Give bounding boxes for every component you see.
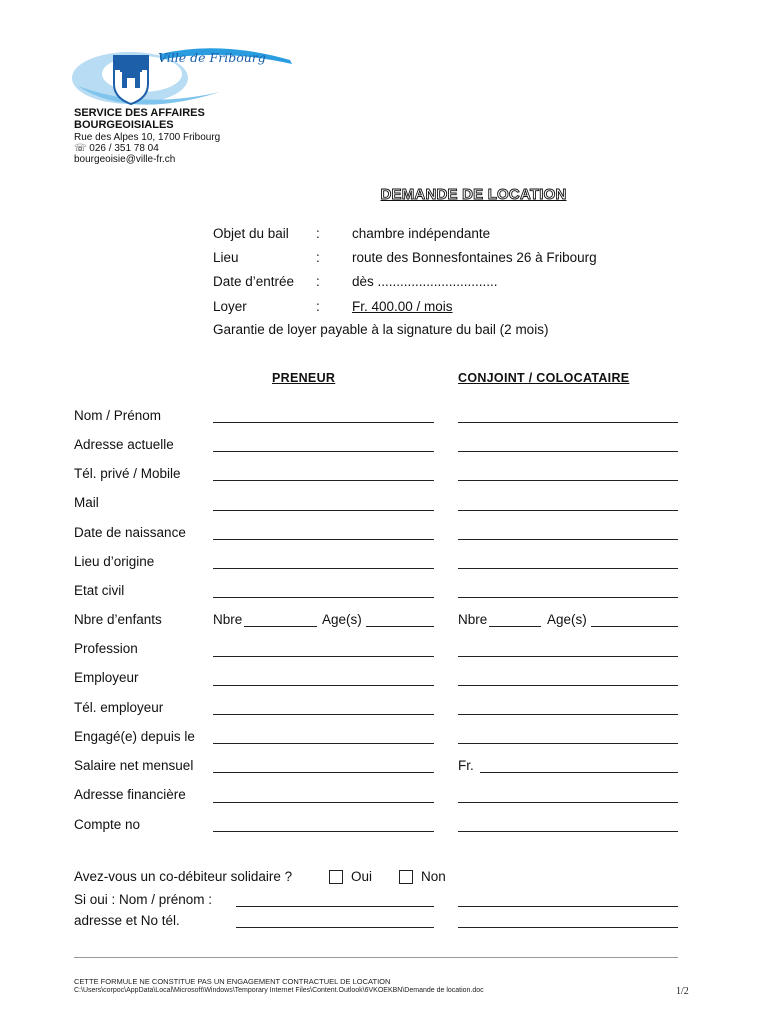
codebtor-name-line[interactable] — [236, 906, 434, 907]
offer-value-date: dès ................................ — [352, 274, 498, 289]
conjoint-adresse-line[interactable] — [458, 451, 678, 452]
conjoint-tel-line[interactable] — [458, 480, 678, 481]
conjoint-tel-employeur-line[interactable] — [458, 714, 678, 715]
preneur-adresse-line[interactable] — [213, 451, 434, 452]
preneur-nbre-line[interactable] — [244, 626, 317, 627]
field-label-compte: Compte no — [74, 817, 141, 832]
conjoint-profession-line[interactable] — [458, 656, 678, 657]
preneur-naissance-line[interactable] — [213, 539, 434, 540]
codebtor-question: Avez-vous un co-débiteur solidaire ? — [74, 869, 293, 884]
preneur-ages-label: Age(s) — [322, 612, 362, 627]
document-title: DEMANDE DE LOCATION — [380, 186, 567, 203]
fribourg-shield-icon — [114, 56, 148, 104]
non-checkbox[interactable] — [399, 870, 413, 884]
conjoint-salaire-line[interactable] — [480, 772, 678, 773]
preneur-engage-line[interactable] — [213, 743, 434, 744]
offer-label-loyer: Loyer — [213, 299, 247, 314]
field-label-naissance: Date de naissance — [74, 525, 186, 540]
preneur-tel-line[interactable] — [213, 480, 434, 481]
footer-rule — [74, 957, 678, 958]
conjoint-compte-line[interactable] — [458, 831, 678, 832]
logo-text: Ville de Fribourg — [158, 50, 266, 65]
guarantee-note: Garantie de loyer payable à la signature du bail (2 mois) — [213, 322, 549, 337]
page-number: 1/2 — [676, 986, 689, 997]
column-header-preneur: PRENEUR — [272, 371, 336, 385]
field-label-origine: Lieu d’origine — [74, 554, 155, 569]
preneur-profession-line[interactable] — [213, 656, 434, 657]
conjoint-engage-line[interactable] — [458, 743, 678, 744]
field-label-adresse: Adresse actuelle — [74, 437, 174, 452]
preneur-mail-line[interactable] — [213, 510, 434, 511]
codebtor-address-line-2[interactable] — [458, 927, 678, 928]
codebtor-address-label: adresse et No tél. — [74, 913, 180, 928]
preneur-nom-line[interactable] — [213, 422, 434, 423]
conjoint-etat-civil-line[interactable] — [458, 597, 678, 598]
preneur-ages-line[interactable] — [366, 626, 434, 627]
offer-label-objet: Objet du bail — [213, 226, 289, 241]
conjoint-mail-line[interactable] — [458, 510, 678, 511]
offer-value-lieu: route des Bonnesfontaines 26 à Fribourg — [352, 250, 597, 265]
offer-label-date: Date d’entrée — [213, 274, 295, 289]
conjoint-origine-line[interactable] — [458, 568, 678, 569]
oui-checkbox[interactable] — [329, 870, 343, 884]
offer-colon: : — [316, 274, 320, 289]
preneur-compte-line[interactable] — [213, 831, 434, 832]
offer-colon: : — [316, 250, 320, 265]
field-label-mail: Mail — [74, 495, 99, 510]
phone-icon: ☏ — [74, 143, 87, 154]
preneur-etat-civil-line[interactable] — [213, 597, 434, 598]
offer-colon: : — [316, 299, 320, 314]
oui-label: Oui — [351, 869, 373, 884]
org-email: bourgeoisie@ville-fr.ch — [74, 154, 176, 165]
field-label-tel: Tél. privé / Mobile — [74, 466, 181, 481]
column-header-conjoint: CONJOINT / COLOCATAIRE — [458, 371, 630, 385]
org-phone: 026 / 351 78 04 — [89, 143, 159, 154]
conjoint-salaire-prefix: Fr. — [458, 758, 474, 773]
field-label-enfants: Nbre d’enfants — [74, 612, 162, 627]
offer-colon: : — [316, 226, 320, 241]
field-label-nom: Nom / Prénom — [74, 408, 162, 423]
preneur-adresse-financiere-line[interactable] — [213, 802, 434, 803]
codebtor-name-line-2[interactable] — [458, 906, 678, 907]
field-label-profession: Profession — [74, 641, 138, 656]
non-label: Non — [421, 869, 446, 884]
conjoint-nom-line[interactable] — [458, 422, 678, 423]
conjoint-naissance-line[interactable] — [458, 539, 678, 540]
field-label-engage: Engagé(e) depuis le — [74, 729, 195, 744]
conjoint-nbre-line[interactable] — [489, 626, 541, 627]
org-address: Rue des Alpes 10, 1700 Fribourg — [74, 132, 221, 143]
preneur-employeur-line[interactable] — [213, 685, 434, 686]
field-label-adresse-financiere: Adresse financière — [74, 787, 186, 802]
org-name-line1: SERVICE DES AFFAIRES — [74, 107, 205, 119]
field-label-tel-employeur: Tél. employeur — [74, 700, 164, 715]
preneur-tel-employeur-line[interactable] — [213, 714, 434, 715]
offer-label-lieu: Lieu — [213, 250, 239, 265]
field-label-etat-civil: Etat civil — [74, 583, 125, 598]
codebtor-name-label: Si oui : Nom / prénom : — [74, 892, 213, 907]
conjoint-ages-label: Age(s) — [547, 612, 587, 627]
preneur-salaire-line[interactable] — [213, 772, 434, 773]
org-name-line2: BOURGEOISIALES — [74, 119, 174, 131]
preneur-origine-line[interactable] — [213, 568, 434, 569]
conjoint-adresse-financiere-line[interactable] — [458, 802, 678, 803]
field-label-salaire: Salaire net mensuel — [74, 758, 194, 773]
offer-value-objet: chambre indépendante — [352, 226, 491, 241]
preneur-nbre-label: Nbre — [213, 612, 243, 627]
conjoint-ages-line[interactable] — [591, 626, 678, 627]
footer-disclaimer: CETTE FORMULE NE CONSTITUE PAS UN ENGAGEMENT CONTRACTUEL DE LOCATION — [74, 977, 391, 986]
field-label-employeur: Employeur — [74, 670, 139, 685]
conjoint-nbre-label: Nbre — [458, 612, 488, 627]
conjoint-employeur-line[interactable] — [458, 685, 678, 686]
codebtor-address-line[interactable] — [236, 927, 434, 928]
footer-file-path: C:\Users\corpoc\AppData\Local\Microsoft\Windows\Temporary Internet Files\Content.Outlook\6VKOEKBN\Demande de location.doc — [74, 987, 484, 994]
offer-value-loyer: Fr. 400.00 / mois — [352, 299, 453, 314]
